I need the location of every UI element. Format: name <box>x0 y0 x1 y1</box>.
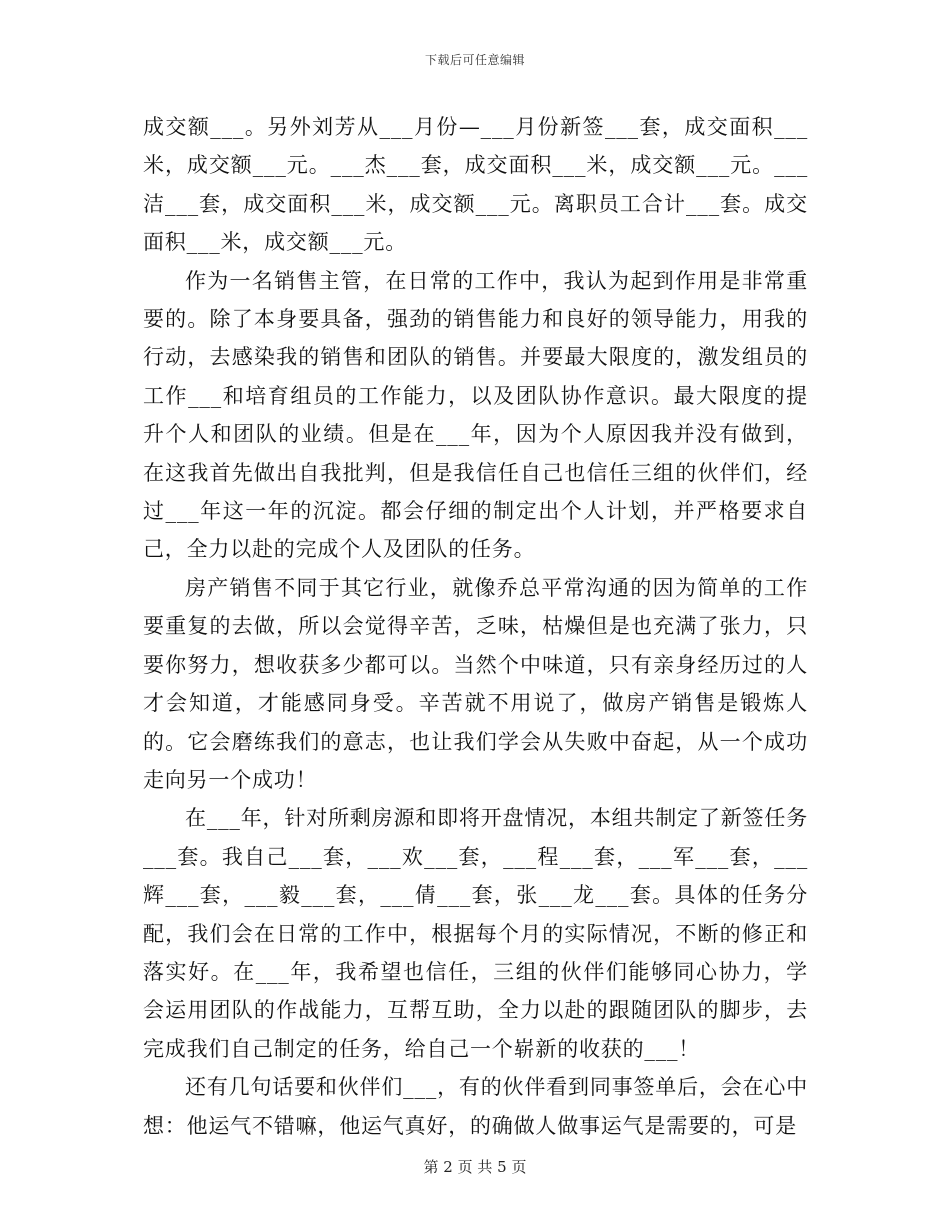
paragraph-2: 作为一名销售主管，在日常的工作中，我认为起到作用是非常重要的。除了本身要具备，强劲的销售能力和良好的领导能力，用我的行动，去感染我的销售和团队的销售。并要最大限度的，激发组员的工作___和培育组员的工作能力，以及团队协作意识。最大限度的提升个人和团队的业绩。但是在___年，因为个人原因我并没有做到，在这我首先做出自我批判，但是我信任自己也信任三组的伙伴们，经过___年这一年的沉淀。都会仔细的制定出个人计划，并严格要求自己，全力以赴的完成个人及团队的任务。 <box>143 268 808 562</box>
page-number-footer: 第 2 页 共 5 页 <box>423 1158 527 1176</box>
document-body <box>143 108 808 1145</box>
paragraph-5: 还有几句话要和伙伴们___，有的伙伴看到同事签单后，会在心中想：他运气不错嘛，他运气真好，的确做人做事运气是需要的，可是 <box>143 1075 808 1138</box>
paragraph-4: 在___年，针对所剩房源和即将开盘情况，本组共制定了新签任务___套。我自己___套，___欢___套，___程___套，___军___套，___辉___套，___毅___套，___倩___套，张___龙___套。具体的任务分配，我们会在日常的工作中，根据每个月的实际情况，不断的修正和落实好。在___年，我希望也信任，三组的伙伴们能够同心协力，学会运用团队的作战能力，互帮互助，全力以赴的跟随团队的脚步，去完成我们自己制定的任务，给自己一个崭新的收获的___！ <box>143 806 808 1061</box>
page-header: 下载后可任意编辑 <box>424 53 525 67</box>
paragraph-3: 房产销售不同于其它行业，就像乔总平常沟通的因为简单的工作要重复的去做，所以会觉得辛苦，乏味，枯燥但是也充满了张力，只要你努力，想收获多少都可以。当然个中味道，只有亲身经历过的人才会知道，才能感同身受。辛苦就不用说了，做房产销售是锻炼人的。它会磨练我们的意志，也让我们学会从失败中奋起，从一个成功走向另一个成功！ <box>143 575 808 792</box>
paragraph-1: 成交额___。另外刘芳从___月份—___月份新签___套，成交面积___米，成交额___元。___杰___套，成交面积___米，成交额___元。___洁___套，成交面积___米，成交额___元。离职员工合计___套。成交面积___米，成交额___元。 <box>143 115 808 255</box>
